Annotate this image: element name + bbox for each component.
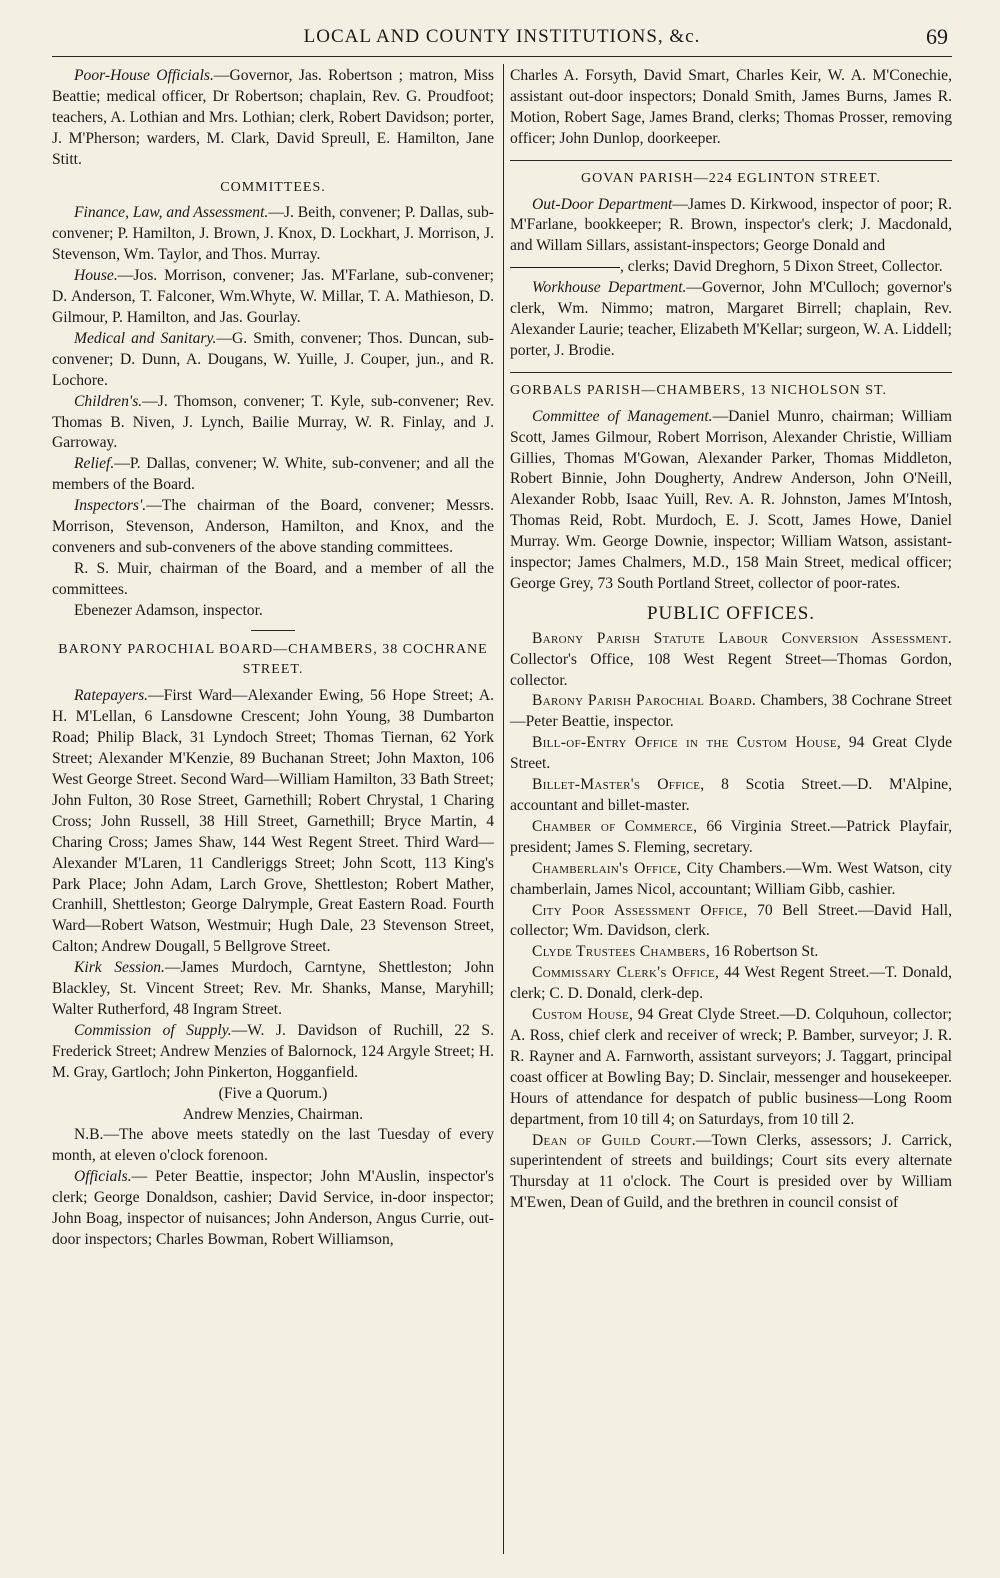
office-details: City Chambers.—Wm. West Watson, city chamberlain, James Nicol, accountant; William Gibb, cashier. <box>510 859 952 898</box>
entry-text: —P. Dallas, convener; W. White, sub-convener; and all the members of the Board. <box>52 455 494 494</box>
entry-heading: Committee of Management. <box>532 407 713 425</box>
public-offices-heading: PUBLIC OFFICES. <box>646 602 816 624</box>
office-entry <box>510 733 952 775</box>
chairman-note: R. S. Muir, chairman of the Board, and a member of all the committees. <box>52 559 494 598</box>
inspectors-committee <box>52 496 494 559</box>
entry-text: —James D. Kirkwood, inspector of poor; R. M'Farlane, bookkeeper; R. Brown, inspector's clerk; J. Macdonald, and Willam Sillars, assistant-inspectors; George Donald and <box>510 195 952 255</box>
office-entry <box>510 1131 952 1215</box>
office-entry <box>510 629 952 692</box>
page-number: 69 <box>926 24 948 49</box>
officials-entry <box>52 1167 494 1251</box>
medical-committee <box>52 329 494 392</box>
chairman-line: Andrew Menzies, Chairman. <box>182 1105 364 1123</box>
office-name: Clyde Trustees Chambers, <box>532 943 711 961</box>
blank-name-rule <box>510 267 620 268</box>
office-details: 70 Bell Street.—David Hall, collector; Wm. Davidson, clerk. <box>510 901 952 940</box>
office-entry <box>510 817 952 859</box>
entry-heading: Poor-House Officials. <box>74 67 214 84</box>
entry-heading: Finance, Law, and Assessment. <box>74 204 269 222</box>
commission-supply-entry <box>52 1021 494 1084</box>
entry-text: , clerks; David Dreghorn, 5 Dixon Street, Collector. <box>620 258 943 276</box>
office-details: 66 Virginia Street.—Patrick Playfair, president; James S. Fleming, secretary. <box>510 817 952 856</box>
entry-heading: Commission of Supply. <box>74 1021 232 1039</box>
office-name: City Poor Assessment Office, <box>532 901 748 919</box>
entry-text: — Peter Beattie, inspector; John M'Auslin, inspector's clerk; George Donaldson, cashier; David Service, in-door inspector; John Boag, inspector of nuisances; John Anderson, Angus Currie, out-door inspectors; Charles Bowman, Robert Williamson, <box>52 1168 494 1248</box>
govan-heading: GOVAN PARISH—224 EGLINTON STREET. <box>580 170 882 186</box>
quorum-note: (Five a Quorum.) <box>218 1084 328 1102</box>
section-rule <box>510 372 952 373</box>
office-name: Billet-Master's Office, <box>532 776 705 794</box>
running-title: LOCAL AND COUNTY INSTITUTIONS, &c. <box>303 26 701 47</box>
office-details: 94 Great Clyde Street. <box>510 734 952 773</box>
entry-text: —James Murdoch, Carntyne, Shettleston; John Blackley, St. Vincent Street; Rev. Mr. Shanks, Manse, Maryhill; Walter Rutherford, 48 Ingram Street. <box>52 959 494 1018</box>
entry-heading: Relief. <box>74 455 115 473</box>
kirk-session-entry <box>52 958 494 1021</box>
office-details: —Town Clerks, assessors; J. Carrick, superintendent of streets and buildings; Court sits every alternate Thursday at 11 o'clock. The Court is presided over by William M'Ewen, Dean of Guild, and the brethren in council consist of <box>510 1131 952 1212</box>
workhouse-department-entry <box>510 278 952 362</box>
entry-heading: Medical and Sanitary. <box>74 329 217 347</box>
finance-committee <box>52 203 494 266</box>
entry-heading: Children's. <box>74 392 143 410</box>
office-details: 16 Robertson St. <box>710 943 819 961</box>
office-details: 44 West Regent Street.—T. Donald, clerk; C. D. Donald, clerk-dep. <box>510 964 952 1003</box>
entry-heading: House. <box>74 267 118 285</box>
office-name: Dean of Guild Court. <box>532 1131 696 1149</box>
relief-committee <box>52 454 494 496</box>
office-entry <box>510 942 952 963</box>
management-committee-entry <box>510 407 952 595</box>
entry-text: —Governor, John M'Culloch; governor's clerk, Wm. Nimmo; matron, Margaret Birrell; chaplain, Rev. Alexander Laurie; teacher, Elizabeth M'Kellar; surgeon, W. A. Liddell; porter, J. Brodie. <box>510 279 952 359</box>
entry-text: —G. Smith, convener; Thos. Duncan, sub-convener; D. Dunn, A. Dougans, W. Yuille, J. Couper, jun., and R. Lochore. <box>52 329 494 389</box>
office-entry <box>510 691 952 733</box>
poor-house-officials <box>52 66 494 171</box>
section-rule <box>510 160 952 161</box>
childrens-committee <box>52 392 494 455</box>
entry-text: —First Ward—Alexander Ewing, 56 Hope Street; A. H. M'Lellan, 6 Lansdowne Crescent; John Young, 38 Dumbarton Road; Philip Black, 31 Lyndoch Street; Thomas Tiernan, 62 York Street; Alexander M'Kenzie, 89 Buchanan Street; John Maxton, 106 West George Street. Second Ward—William Hamilton, 33 Bath Street; John Fulton, 30 Rose Street, Garnethill; Robert Chrystal, 1 Charing Cross; John Russell, 38 Hill Street, Garnethill; Bryce Martin, 4 Charing Cross; James Shaw, 144 West Regent Street. Third Ward—Alexander M'Laren, 11 Candleriggs Street; John Scott, 113 King's Park Place; John Adam, Larch Grove, Shettleston; Robert Mather, Cranhill, Shettleston; George Dalrymple, Great Eastern Road. Fourth Ward—Robert Watson, Westmuir; Hugh Dale, 23 Stevenson Street, Calton; Andrew Dougall, 5 Bellgrove Street. <box>52 687 494 956</box>
entry-heading: Inspectors'. <box>74 497 147 515</box>
entry-text: —J. Beith, convener; P. Dallas, sub-convener; P. Hamilton, J. Brown, J. Knox, D. Lockhart, J. Morrison, J. Stevenson, Wm. Taylor, and Thos. Murray. <box>52 204 494 264</box>
office-entry <box>510 963 952 1005</box>
office-details: Collector's Office, 108 West Regent Street—Thomas Gordon, collector. <box>510 650 952 689</box>
office-name: Barony Parish Parochial Board. <box>532 692 757 710</box>
public-offices-list <box>510 629 952 1214</box>
office-details: Chambers, 38 Cochrane Street—Peter Beattie, inspector. <box>510 692 953 731</box>
inspector-note: Ebenezer Adamson, inspector. <box>74 601 263 619</box>
short-rule <box>251 630 295 631</box>
office-name: Custom House, <box>532 1006 634 1024</box>
column-divider <box>503 64 504 1554</box>
entry-heading: Kirk Session. <box>74 959 165 977</box>
office-name: Chamber of Commerce, <box>532 817 698 835</box>
office-name: Chamberlain's Office, <box>532 859 682 877</box>
right-column <box>510 66 952 1554</box>
ratepayers-entry <box>52 686 494 958</box>
office-name: Bill-of-Entry Office in the Custom House, <box>532 734 842 752</box>
office-entry <box>510 775 952 817</box>
running-header <box>52 22 952 57</box>
nb-note: N.B.—The above meets statedly on the last Tuesday of every month, at eleven o'clock forenoon. <box>52 1126 494 1165</box>
barony-heading: BARONY PAROCHIAL BOARD—CHAMBERS, 38 COCHRANE STREET. <box>58 641 488 678</box>
entry-heading: Ratepayers. <box>74 687 149 705</box>
office-entry <box>510 1005 952 1130</box>
office-name: Commissary Clerk's Office, <box>532 964 720 982</box>
entry-heading: Workhouse Department. <box>532 279 687 297</box>
office-entry <box>510 901 952 943</box>
office-name: Barony Parish Statute Labour Conversion Assessment. <box>532 629 952 647</box>
continuation-text: Charles A. Forsyth, David Smart, Charles Keir, W. A. M'Conechie, assistant out-door inspectors; Donald Smith, James Burns, James R. Motion, Robert Sage, James Brand, clerks; Thomas Prosser, removing officer; John Dunlop, doorkeeper. <box>510 67 952 147</box>
entry-text: —The chairman of the Board, convener; Messrs. Morrison, Stevenson, Anderson, Hamilton, and Knox, and the conveners and sub-conveners of the above standing committees. <box>52 497 494 556</box>
house-committee <box>52 266 494 329</box>
entry-text: —Daniel Munro, chairman; William Scott, James Gilmour, Robert Morrison, Alexander Christie, William Gillies, Thomas M'Gowan, Alexander Parker, Thomas Middleton, Robert Binnie, John Dougherty, Andrew Anderson, John O'Neill, Alexander Robb, Isaac Yuill, Rev. A. R. Johnston, James M'Intosh, Thomas Reid, Robt. Murdoch, E. J. Scott, James Howe, Daniel Murray. Wm. George Downie, inspector; William Watson, assistant-inspector; James Chalmers, M.D., 158 Main Street, medical officer; George Grey, 73 South Portland Street, collector of poor-rates. <box>510 407 952 592</box>
office-details: 8 Scotia Street.—D. M'Alpine, accountant and billet-master. <box>510 776 952 814</box>
committees-heading: COMMITTEES. <box>220 179 326 195</box>
entry-heading: Officials. <box>74 1168 132 1186</box>
entry-heading: Out-Door Department <box>532 195 673 213</box>
entry-text: —W. J. Davidson of Ruchill, 22 S. Frederick Street; Andrew Menzies of Balornock, 124 Argyle Street; H. M. Gray, Gartloch; John Pinkerton, Hogganfield. <box>52 1021 494 1081</box>
outdoor-department-entry <box>510 195 952 279</box>
office-details: 94 Great Clyde Street.—D. Colquhoun, collector; A. Ross, chief clerk and receiver of wreck; P. Bamber, surveyor; J. R. R. Rayner and A. Farnworth, assistant surveyors; J. Taggart, principal coast officer at Bowling Bay; D. Sinclair, messenger and housekeeper. Hours of attendance for despatch of public business—Long Room department, from 10 till 4; on Saturdays, from 10 till 2. <box>510 1006 953 1128</box>
left-column <box>52 66 494 1554</box>
entry-text: —Jos. Morrison, convener; Jas. M'Farlane, sub-convener; D. Anderson, T. Falconer, Wm.Whyte, W. Millar, T. A. Mathieson, D. Gilmour, P. Hamilton, and Jas. Gourlay. <box>52 267 494 326</box>
gorbals-heading: GORBALS PARISH—CHAMBERS, 13 NICHOLSON ST. <box>510 382 888 398</box>
office-entry <box>510 859 952 901</box>
entry-text: —J. Thomson, convener; T. Kyle, sub-convener; Rev. Thomas B. Niven, J. Lynch, Bailie Murray, W. R. Finlay, and J. Garroway. <box>52 392 494 452</box>
entry-text: —Governor, Jas. Robertson ; matron, Miss Beattie; medical officer, Dr Robertson; chaplain, Rev. G. Proudfoot; teachers, A. Lothian and Mrs. Lothian; clerk, Robert Davidson; porter, J. M'Pherson; warders, M. Clark, David Spreull, E. Hamilton, Jane Stitt. <box>52 67 494 168</box>
